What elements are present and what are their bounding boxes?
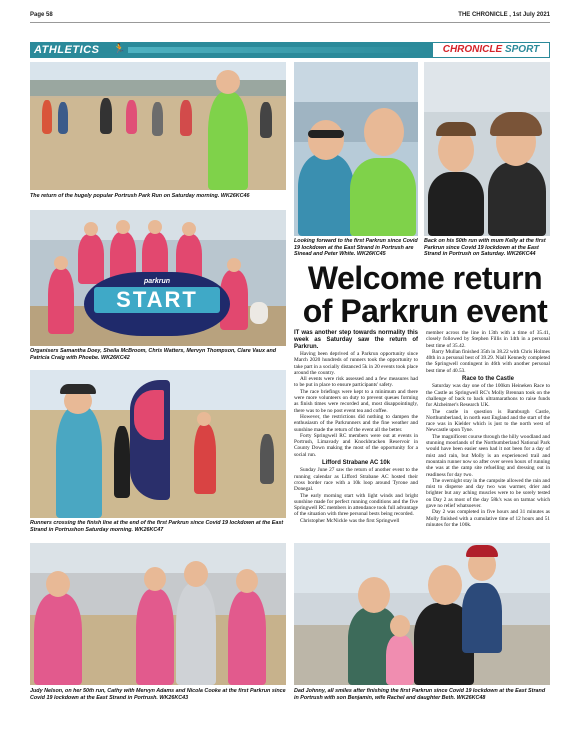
article-lead: IT was another step towards normality this week as Saturday saw the return of Parkrun. [294,330,418,350]
photo-four-runners [30,543,286,685]
brand-logo [432,42,550,58]
caption-photo6: Judy Nelson, on her 50th run, Cathy with Mervyn Adams and Nicola Cooke at the first Parkrun since Covid 19 lockdown at the East Strand in Portrush. WK26KC43 [30,688,286,701]
paper-dateline: THE CHRONICLE , 1st July 2021 [458,12,550,18]
article-column-1 [294,330,418,524]
runner-icon: 🏃 [113,44,126,55]
article-paragraph: Christopher McNickle was the first Springwell [300,517,400,524]
hat-icon [466,545,498,557]
photo-sinead-peter [294,62,418,236]
photo-parkrun-crowd [30,62,286,190]
article-paragraph: All events were risk assessed and a few measures had to be put in place to ensure participants' safety. [294,376,418,389]
article-paragraph: Having been deprived of a Parkrun opportunity since March 2020 hundreds of runners took the opportunity to take part in a socially distanced 5k in 20 events took place around the country. [294,351,418,376]
caption-photo1: The return of the hugely popular Portrush Park Run on Saturday morning. WK26KC46 [30,193,250,199]
sunglasses-icon [308,130,344,138]
photo-finish-line [30,370,286,518]
caption-photo4: Organisers Samantha Doey, Sheila McBroom, Chris Watters, Mervyn Thompson, Clare Vaux and Patricia Craig with Phoebe. WK26KC42 [30,348,277,361]
caption-photo7: Dad Johnny, all smiles after finishing the first Parkrun since Covid 19 lockdown at the East Strand in Portrush with son Benjamin, wife Rachel and daughter Beth. WK26KC48 [294,688,546,701]
photo-boy-mum [424,62,550,236]
photo-organisers [30,210,286,346]
article-paragraph: The magnificent course through the hilly woodland and stunning moorlands of the Northumberland National Park would have been easier seen had it not been for a day of mist and rain, but Molly is an experienced trail and mountain runner now so after over seven hours of running she was at the camp site refuelling and dressing out in readiness for day two. [426,433,550,478]
article-paragraph: However, the restrictions did nothing to dampen the enthusiasm of the Parkrunners and the fine weather and sunshine made the return of the event all the better. [294,413,418,433]
dog-phoebe [250,302,268,324]
page-number: Page 58 [30,12,53,18]
article-paragraph: Day 2 was completed in five hours and 31 minutes as Molly finished with a cumulative time of 12 hours and 51 minutes for the 100k. [426,509,550,528]
photo-family [294,543,550,685]
article-column-2 [426,330,550,528]
section-label: ATHLETICS [34,44,100,56]
subheading-lifford: Lifford Strabane AC 10k [321,460,391,467]
section-band-stripe [128,47,428,53]
caption-photo5: Runners crossing the finish line at the end of the first Parkrun since Covid 19 lockdown at the East Strand in Portrushon Saturday morning. WK26KC47 [30,520,284,533]
brand-logo-part1: CHRONICLE [442,44,503,55]
article-paragraph: Sunday June 27 saw the return of another event to the running calendar as Lifford Strabane AC hosted their cross border race with a 10k loop around Tyrone and Donegal. [294,467,418,493]
subheading-race-castle: Race to the Castle [461,376,515,383]
article-paragraph: The race briefings were kept to a minimum and there were more volunteers on duty to prevent queues forming as finish times were recorded and, most disappointingly, there was to be no post event tea and coffee. [294,388,418,414]
article-paragraph: Saturday was day one of the 100km Heineken Race to the Castle as Springwell RC's Molly Brennan took on the challenge of back to back ultramarathons to raise funds for Alzheimer's Research UK. [426,383,550,409]
brand-logo-part2: SPORT [504,44,540,55]
cap-icon [60,384,96,394]
start-word: START [94,287,220,313]
article-paragraph: The overnight stay in the campsite allowed the rain and mist to disperse and day two was warmer, drier and brighter but any aching muscles were to be sorely tested on Day 2 as most of the day 58k's was on tarmac which gave no relief whatsoever. [426,477,550,510]
article-paragraph: Forty Springwell RC members were out at events in Portrush, Limavady and Knockbracken Reservoir in County Down making the most of the opportunity for a social run. [294,432,418,458]
start-banner [84,272,230,336]
article-paragraph: The castle in question is Bamburgh Castle, Northumberland, in north east England and the start of the race was in Kielder which is just to the north west of Newcastle upon Tyne. [426,408,550,434]
caption-photo2: Looking forward to the first Parkrun since Covid 19 lockdown at the East Strand in Portrush are Sinead and Peter White. WK26KC45 [294,238,418,258]
article-paragraph: The early morning start with light winds and bright sunshine made for perfect running conditions and the five Springwell RC members in attendance took full advantage of the situation with three personal bests being recorded. [294,492,419,518]
parkrun-logo: parkrun [143,278,171,285]
headline-line1: Welcome return [307,260,543,296]
article-paragraph: Barry Mullan finished 35th in 38.22 with Chris Holmes 40th in a personal best of 39.29. Niall Kennedy completed the Springwell contingent in 46th with another personal best time of 40.53. [426,348,550,374]
article-paragraph: member across the line in 13th with a time of 35.41, closely followed by Stephen Fillis in 14th in a personal best time of 35.42. [426,330,550,349]
article-headline [300,262,550,328]
caption-photo3: Back on his 50th run with mum Kelly at the first Parkrun since Covid 19 lockdown at the East Strand in Portrush on Saturday. WK26KC44 [424,238,546,258]
header-rule [30,22,550,23]
headline-line2: of Parkrun event [302,293,548,329]
